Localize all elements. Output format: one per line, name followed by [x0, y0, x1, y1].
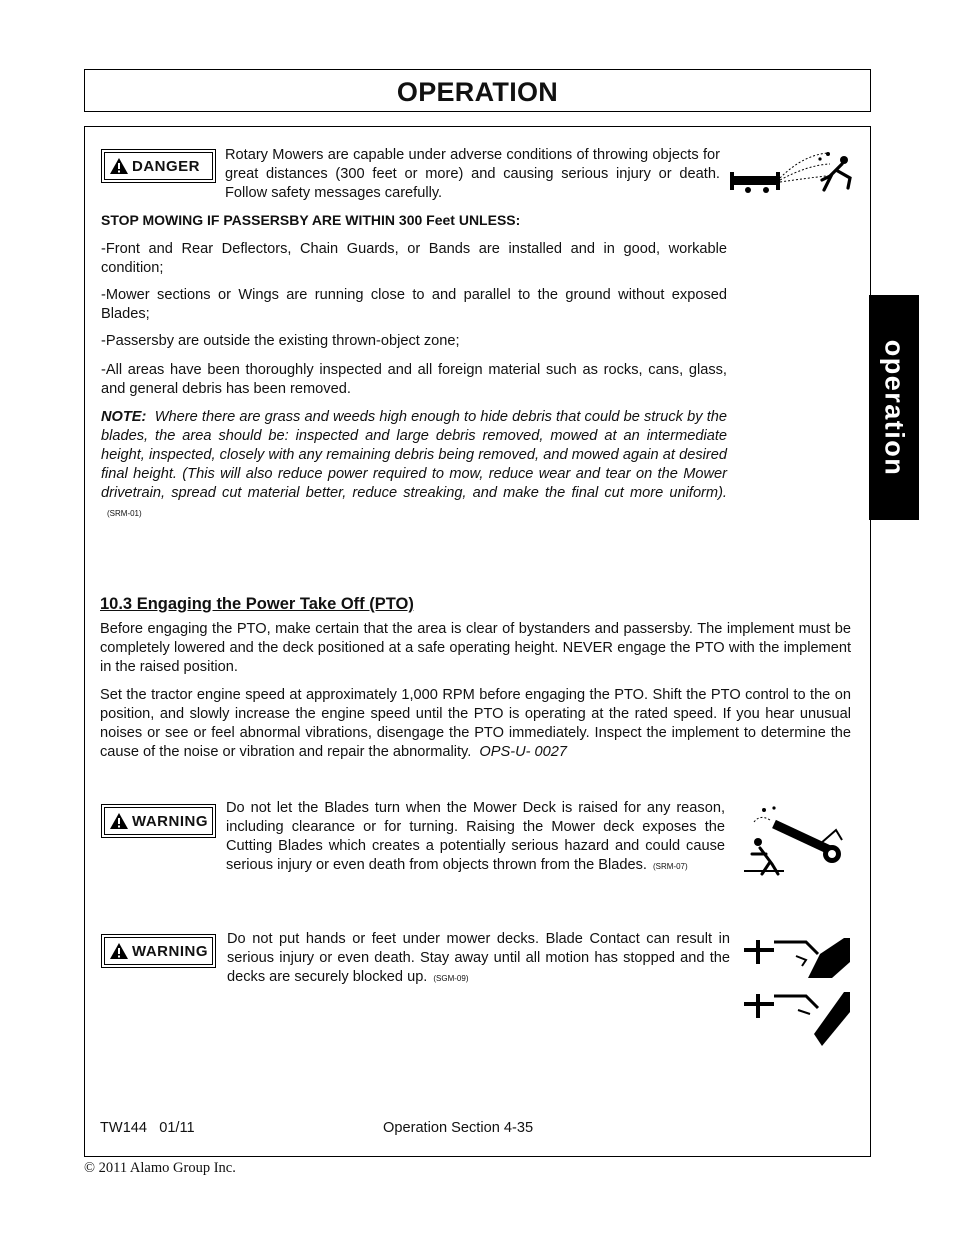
thrown-object-hazard-icon: [728, 150, 854, 200]
warning-1-code: (SRM-07): [653, 862, 688, 871]
warning-signal-word: WARNING: [132, 812, 208, 830]
note-label: NOTE:: [101, 409, 147, 425]
section-paragraph-2: [100, 686, 851, 762]
footer-model-date: TW144 01/11: [100, 1120, 195, 1136]
alert-triangle-icon: [109, 942, 129, 960]
blade-contact-hazard-icon: [744, 934, 852, 1046]
section-paragraph-2-code: OPS-U- 0027: [479, 744, 567, 760]
warning-2-message: [227, 930, 730, 988]
page-header: [84, 69, 871, 112]
condition-item: -Front and Rear Deflectors, Chain Guards, or Bands are installed and in good, workable condition;: [101, 241, 727, 276]
raised-deck-hazard-icon: [744, 804, 844, 876]
warning-signal-label: [101, 804, 216, 838]
warning-2-text: Do not put hands or feet under mower decks. Blade Contact can result in serious injury or even death. Stay away until all motion has stopped and the decks are securely blocked up.: [227, 931, 730, 985]
warning-signal-label: [101, 934, 216, 968]
danger-signal-label: [101, 149, 216, 183]
stop-mowing-heading: STOP MOWING IF PASSERSBY ARE WITHIN 300 Feet UNLESS:: [101, 212, 521, 228]
condition-item: -Mower sections or Wings are running close to and parallel to the ground without exposed Blades;: [101, 287, 727, 322]
warning-2-code: (SGM-09): [433, 974, 469, 983]
warning-1-message: [226, 799, 725, 876]
condition-item: -Passersby are outside the existing thrown-object zone;: [101, 333, 460, 349]
note-text: Where there are grass and weeds high enough to hide debris that could be struck by the blades, the area should be: inspected and large debris removed, mowed at an intermediate height, inspected, closely with any remaining debris being removed, and mowed again at desired final height. (This will also reduce power required to mow, reduce wear and tear on the Mower drivetrain, spread cut material better, reduce streaking, and make the final cut more uniform).: [101, 409, 728, 501]
alert-triangle-icon: [109, 157, 129, 175]
alert-triangle-icon: [109, 812, 129, 830]
section-heading: 10.3 Engaging the Power Take Off (PTO): [100, 595, 414, 613]
section-paragraph-1: Before engaging the PTO, make certain that the area is clear of bystanders and passersby. The implement must be completely lowered and the deck positioned at a safe operating height. NEVER engage the PTO with the implement in the raised position.: [100, 621, 851, 675]
danger-signal-word: DANGER: [132, 157, 201, 175]
section-side-tab: [869, 295, 919, 520]
warning-1-text: Do not let the Blades turn when the Mower Deck is raised for any reason, including clearance or for turning. Raising the Mower deck exposes the Cutting Blades which creates a potentially serious hazard and could cause serious injury or even death from objects thrown from the Blades.: [226, 800, 725, 873]
side-tab-label: operation: [879, 339, 910, 476]
condition-item: -All areas have been thoroughly inspected and all foreign material such as rocks, cans, glass, and general debris has been removed.: [101, 362, 727, 397]
note-paragraph: [101, 408, 727, 523]
warning-signal-word: WARNING: [132, 942, 208, 960]
footer-page-label: Operation Section 4-35: [383, 1120, 534, 1136]
section-paragraph-2-text: Set the tractor engine speed at approximately 1,000 RPM before engaging the PTO. Shift the PTO control to the on position, and slowly increase the engine speed until the PTO is operating at the rated speed. If you hear unusual noises or see or feel abnormal vibrations, disengage the PTO immediately. Inspect the implement to determine the cause of the noise or vibration and repair the abnormality.: [100, 687, 851, 760]
copyright-notice: © 2011 Alamo Group Inc.: [84, 1160, 236, 1176]
danger-message: Rotary Mowers are capable under adverse conditions of throwing objects for great distances (300 feet or more) and causing serious injury or death. Follow safety messages carefully.: [225, 147, 720, 201]
page-title: OPERATION: [396, 77, 559, 107]
note-code: (SRM-01): [107, 509, 142, 518]
